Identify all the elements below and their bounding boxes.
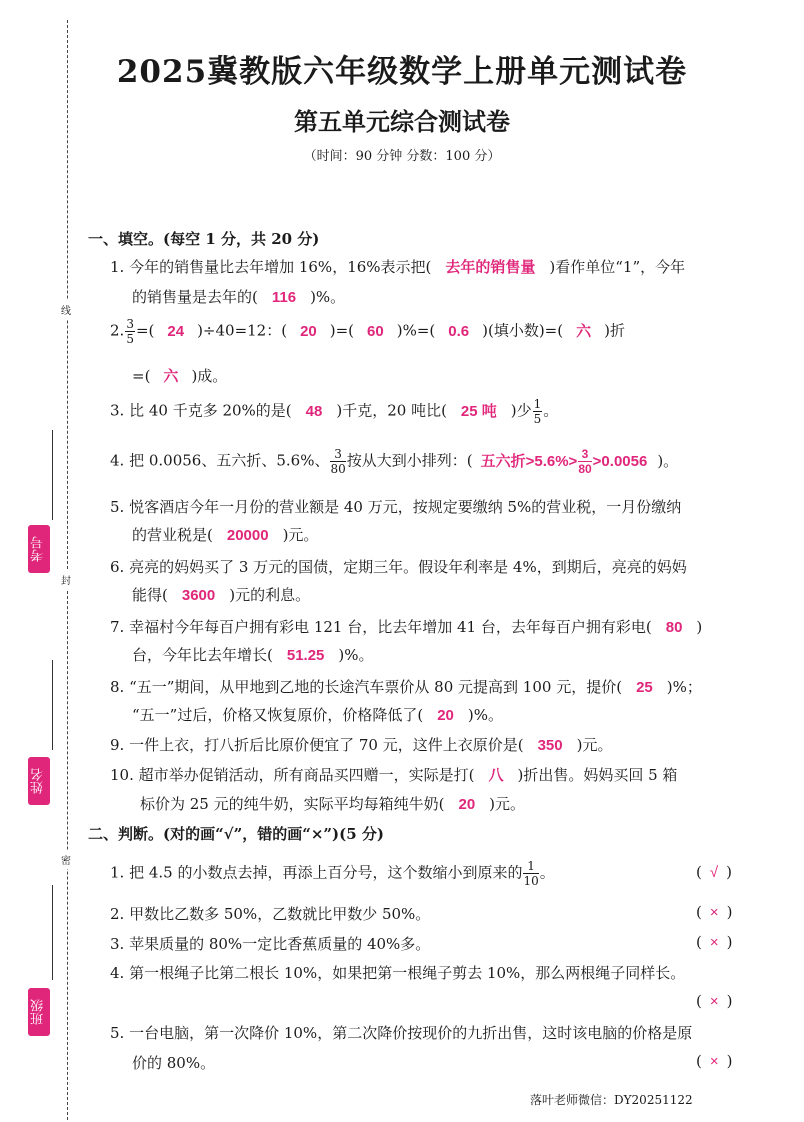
q6-line2: 能得( 3600 )元的利息。	[132, 586, 311, 604]
class-blank	[52, 885, 53, 980]
q3-line1: 3. 比 40 千克多 20%的是( 48 )千克，20 吨比( 25 吨 )少 $\frac{1}{5}$ 。	[110, 397, 559, 426]
section2-heading: 二、判断。(对的画“√”，错的画“×”)(5 分)	[88, 825, 384, 843]
judge5-mark: ( × )	[696, 1052, 733, 1070]
judge4-mark: ( × )	[696, 992, 733, 1010]
section1-heading: 一、填空。(每空 1 分，共 20 分)	[88, 230, 320, 248]
binding-char-mi: 密	[61, 850, 71, 869]
judge1-mark: ( √ )	[696, 863, 732, 881]
q2-answer4: 0.6	[448, 322, 470, 340]
binding-char-feng: 封	[61, 570, 71, 589]
q5-line1: 5. 悦客酒店今年一月份的营业额是 40 万元，按规定要缴纳 5%的营业税，一月份缴纳	[110, 498, 682, 516]
q8-line1: 8. “五一”期间，从甲地到乙地的长途汽车票价从 80 元提高到 100 元，提价( 25 )%；	[110, 678, 702, 696]
judge5-text-line2: 价的 80%。	[132, 1054, 216, 1072]
judge4-text: 4. 第一根绳子比第二根长 10%，如果把第一根绳子剪去 10%，那么两根绳子同样长。	[110, 964, 686, 982]
q2-answer5: 六	[576, 322, 592, 340]
q6-answer: 3600	[181, 587, 216, 604]
judge2-text: 2. 甲数比乙数多 50%，乙数就比甲数少 50%。	[110, 905, 431, 923]
q3-answer1: 48	[305, 402, 323, 420]
q10-answer1: 八	[488, 767, 504, 784]
q3-answer2: 25 吨	[460, 402, 497, 420]
page-title: 2025冀教版六年级数学上册单元测试卷	[116, 54, 688, 90]
judge3-mark: ( × )	[696, 933, 733, 951]
exam-number-blank	[52, 430, 53, 520]
q5-line2: 的营业税是( 20000 )元。	[132, 526, 319, 544]
q7-answer1: 80	[665, 619, 683, 636]
q7-answer2: 51.25	[286, 647, 325, 664]
q2-answer2: 20	[300, 322, 317, 340]
exam-info: （时间：90 分钟 分数：100 分）	[303, 149, 501, 164]
q2-line2: =( 六 )成。	[132, 367, 228, 385]
judge2-mark: ( × )	[696, 903, 733, 921]
q5-answer: 20000	[226, 527, 269, 544]
q1-answer2: 116	[271, 289, 297, 306]
q6-line1: 6. 亮亮的妈妈买了 3 万元的国债，定期三年。假设年利率是 4%，到期后，亮亮的妈妈	[110, 558, 687, 576]
judge1-text: 1. 把 4.5 的小数点去掉，再添上百分号，这个数缩小到原来的 $\frac{1}{10}$ 。	[110, 859, 555, 888]
q2-line1: 2. $\frac{3}{5}$ =( 24 )÷40=12：( 20 )=( 60 )%=( 0.6 )(填小数)=( 六 )折	[110, 317, 625, 346]
name-blank	[52, 660, 53, 750]
q1-answer1: 去年的销售量	[445, 259, 536, 276]
q2-answer3: 60	[367, 322, 384, 340]
binding-char-xian: 线	[61, 300, 71, 319]
exam-number-label: 考号	[28, 525, 50, 573]
footer-contact: 落叶老师微信：DY20251122	[530, 1093, 693, 1107]
q4-answer: 五六折>5.6%> $\frac{3}{80}$ >0.0056	[480, 447, 648, 477]
q10-line2: 标价为 25 元的纯牛奶，实际平均每箱纯牛奶( 20 )元。	[140, 795, 526, 813]
judge3-text: 3. 苹果质量的 80%一定比香蕉质量的 40%多。	[110, 935, 431, 953]
q9-line1: 9. 一件上衣，打八折后比原价便宜了 70 元，这件上衣原价是( 350 )元。	[110, 736, 613, 754]
judge5-text-line1: 5. 一台电脑，第一次降价 10%，第二次降价按现价的九折出售，这时该电脑的价格是原	[110, 1024, 693, 1042]
q7-line2: 台，今年比去年增长( 51.25 )%。	[132, 646, 374, 664]
q10-line1: 10. 超市举办促销活动，所有商品买四赠一，实际是打( 八 )折出售。妈妈买回 5 箱	[110, 766, 678, 784]
q8-line2: “五一”过后，价格又恢复原价，价格降低了( 20 )%。	[132, 706, 503, 724]
q8-answer2: 20	[437, 707, 454, 724]
q1-line2: 的销售量是去年的( 116 )%。	[132, 288, 346, 306]
q2-answer6: 六	[163, 368, 179, 385]
q10-answer2: 20	[458, 796, 476, 813]
name-label: 姓名	[28, 757, 50, 805]
q4-line1: 4. 把 0.0056、五六折、5.6%、 $\frac{3}{80}$ 按从大到小排列：( 五六折>5.6%> $\frac{3}{80}$ >0.0056 )。	[110, 447, 679, 477]
q9-answer: 350	[537, 737, 563, 754]
class-label: 班级	[28, 988, 50, 1036]
page-subtitle: 第五单元综合测试卷	[294, 107, 510, 136]
q1-line1: 1. 今年的销售量比去年增加 16%，16%表示把( 去年的销售量 )看作单位“1”，今年	[110, 258, 686, 276]
q8-answer1: 25	[636, 679, 653, 696]
q7-line1: 7. 幸福村今年每百户拥有彩电 121 台，比去年增加 41 台，去年每百户拥有彩电( 80 )	[110, 618, 703, 636]
q2-answer1: 24	[167, 322, 185, 340]
